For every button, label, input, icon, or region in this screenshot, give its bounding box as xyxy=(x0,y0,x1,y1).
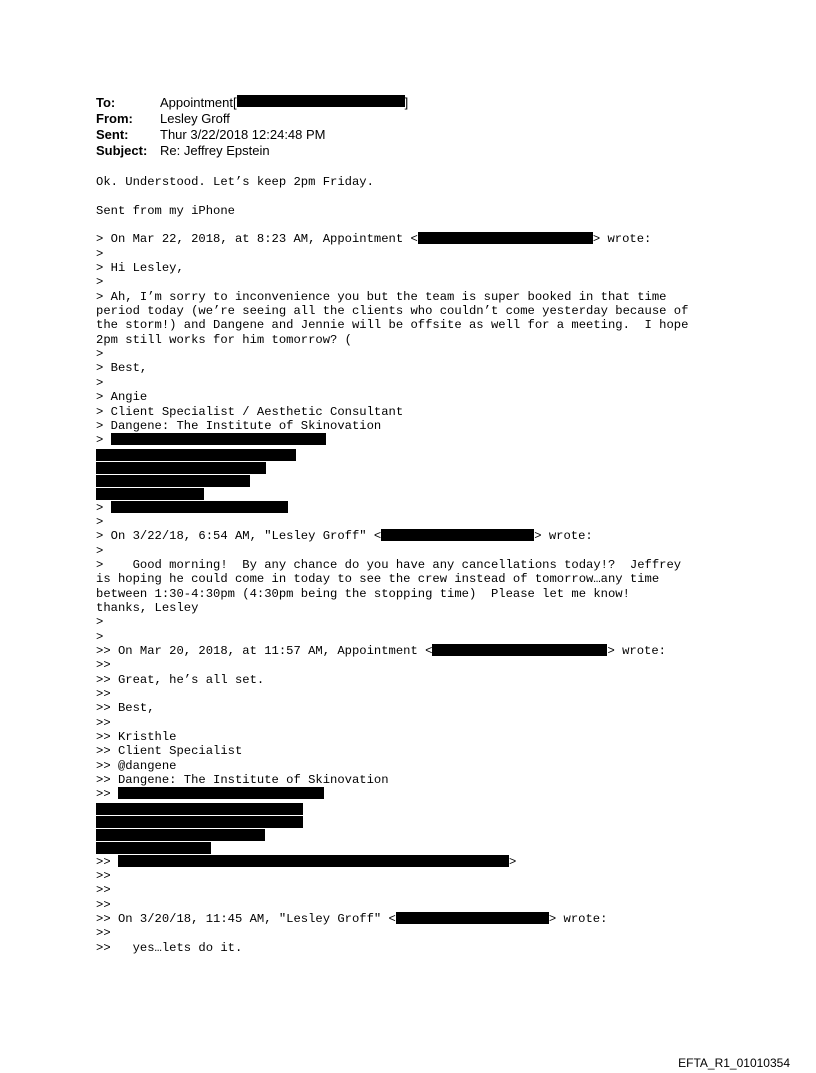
redaction-block xyxy=(96,449,296,461)
to-row xyxy=(96,95,408,111)
quote-line: > Ah, I’m sorry to inconvenience you but the team is super booked in that time xyxy=(96,289,667,304)
redaction-bar xyxy=(118,855,509,867)
quote-line: > Dangene: The Institute of Skinovation xyxy=(96,418,382,433)
quote-header-text: > wrote: xyxy=(548,912,608,927)
redaction-bar xyxy=(111,501,288,513)
quote-line: >> xyxy=(96,883,111,898)
quote-line: the storm!) and Dangene and Jennie will be offsite as well for a meeting. I hope xyxy=(96,318,689,333)
quote-line: > xyxy=(96,629,104,644)
quote-line: >> xyxy=(96,869,111,884)
quote-marker: > xyxy=(508,854,517,869)
quote-header-text: > wrote: xyxy=(592,232,652,247)
quote-line: > xyxy=(96,375,104,390)
quote-header-line xyxy=(96,912,726,926)
from-value: Lesley Groff xyxy=(160,111,230,126)
redaction-bar xyxy=(237,95,405,107)
quote-line: >> xyxy=(96,658,111,673)
quote-header-line xyxy=(96,529,726,543)
quote-line: > Client Specialist / Aesthetic Consultant xyxy=(96,404,404,419)
to-value: Appointment[ xyxy=(160,95,237,110)
to-label: To: xyxy=(96,95,116,110)
sent-row xyxy=(96,127,408,143)
quote-line: between 1:30-4:30pm (4:30pm being the stopping time) Please let me know! xyxy=(96,586,630,601)
quote-line: > Hi Lesley, xyxy=(96,261,184,276)
quote-marker: > xyxy=(96,500,104,515)
email-header xyxy=(96,95,408,159)
quote-header-text: > On 3/22/18, 6:54 AM, "Lesley Groff" < xyxy=(96,529,382,544)
sent-label: Sent: xyxy=(96,127,129,142)
quote-line: >> xyxy=(96,715,111,730)
quote-line xyxy=(96,501,726,515)
subject-row xyxy=(96,143,408,159)
redaction-block xyxy=(96,475,250,487)
redaction-block xyxy=(96,842,211,854)
subject-value: Re: Jeffrey Epstein xyxy=(160,143,270,158)
quote-header-line xyxy=(96,644,726,658)
quote-header-text: > wrote: xyxy=(534,529,593,544)
quote-line: 2pm still works for him tomorrow? ( xyxy=(96,332,352,347)
redaction-bar xyxy=(432,644,607,656)
sent-value: Thur 3/22/2018 12:24:48 PM xyxy=(160,127,326,142)
quote-line: >> yes…lets do it. xyxy=(96,940,243,955)
redaction-bar xyxy=(118,787,324,799)
quote-line: > Best, xyxy=(96,361,148,376)
redaction-block xyxy=(96,829,265,841)
quote-line: > Good morning! By any chance do you have any cancellations today!? Jeffrey xyxy=(96,557,682,572)
redaction-bar xyxy=(381,529,534,541)
redaction-bar xyxy=(396,912,549,924)
quote-line xyxy=(96,855,726,869)
quote-line: >> xyxy=(96,687,111,701)
quote-line: > xyxy=(96,543,104,558)
subject-label: Subject: xyxy=(96,143,148,158)
quote-line: >> Dangene: The Institute of Skinovation xyxy=(96,773,389,788)
document-id: EFTA_R1_01010354 xyxy=(678,1056,790,1070)
quote-line: >> @dangene xyxy=(96,758,177,773)
redaction-bar xyxy=(111,433,326,445)
quote-header-text: > On Mar 22, 2018, at 8:23 AM, Appointment < xyxy=(96,232,418,247)
quote-header-text: >> On 3/20/18, 11:45 AM, "Lesley Groff" < xyxy=(96,912,396,927)
redaction-block xyxy=(96,462,266,474)
to-close: ] xyxy=(404,95,409,110)
quote-line: thanks, Lesley xyxy=(96,600,199,615)
quote-line: > xyxy=(96,514,104,529)
quote-marker: > xyxy=(96,433,104,448)
from-label: From: xyxy=(96,111,133,126)
from-row xyxy=(96,111,408,127)
body-line: Ok. Understood. Let’s keep 2pm Friday. xyxy=(96,175,374,189)
quote-line: period today (we’re seeing all the clients who couldn’t come yesterday because of xyxy=(96,304,689,319)
redaction-block xyxy=(96,803,303,815)
quote-line xyxy=(96,433,726,447)
quote-line: > xyxy=(96,246,104,261)
redaction-bar xyxy=(418,232,593,244)
email-body xyxy=(96,175,726,955)
redaction-block xyxy=(96,816,303,828)
quote-header-text: >> On Mar 20, 2018, at 11:57 AM, Appointment < xyxy=(96,643,433,658)
quote-line: >> Best, xyxy=(96,701,155,716)
quote-header-line xyxy=(96,232,726,246)
quote-line: > Angie xyxy=(96,390,148,405)
quote-line: is hoping he could come in today to see the crew instead of tomorrow…any time xyxy=(96,572,660,587)
redaction-block xyxy=(96,488,204,500)
quote-line: >> Client Specialist xyxy=(96,744,243,759)
quote-line: > xyxy=(96,275,104,290)
quote-header-text: > wrote: xyxy=(607,643,666,658)
quote-marker: >> xyxy=(96,854,111,869)
quote-line: >> Great, he’s all set. xyxy=(96,672,265,687)
body-line: Sent from my iPhone xyxy=(96,203,235,218)
quote-line: > xyxy=(96,615,104,630)
quote-line: > xyxy=(96,347,104,362)
quote-line xyxy=(96,787,726,801)
quote-marker: >> xyxy=(96,787,111,802)
quote-line: >> Kristhle xyxy=(96,730,177,745)
quote-line: >> xyxy=(96,926,111,941)
quote-line: >> xyxy=(96,897,111,912)
